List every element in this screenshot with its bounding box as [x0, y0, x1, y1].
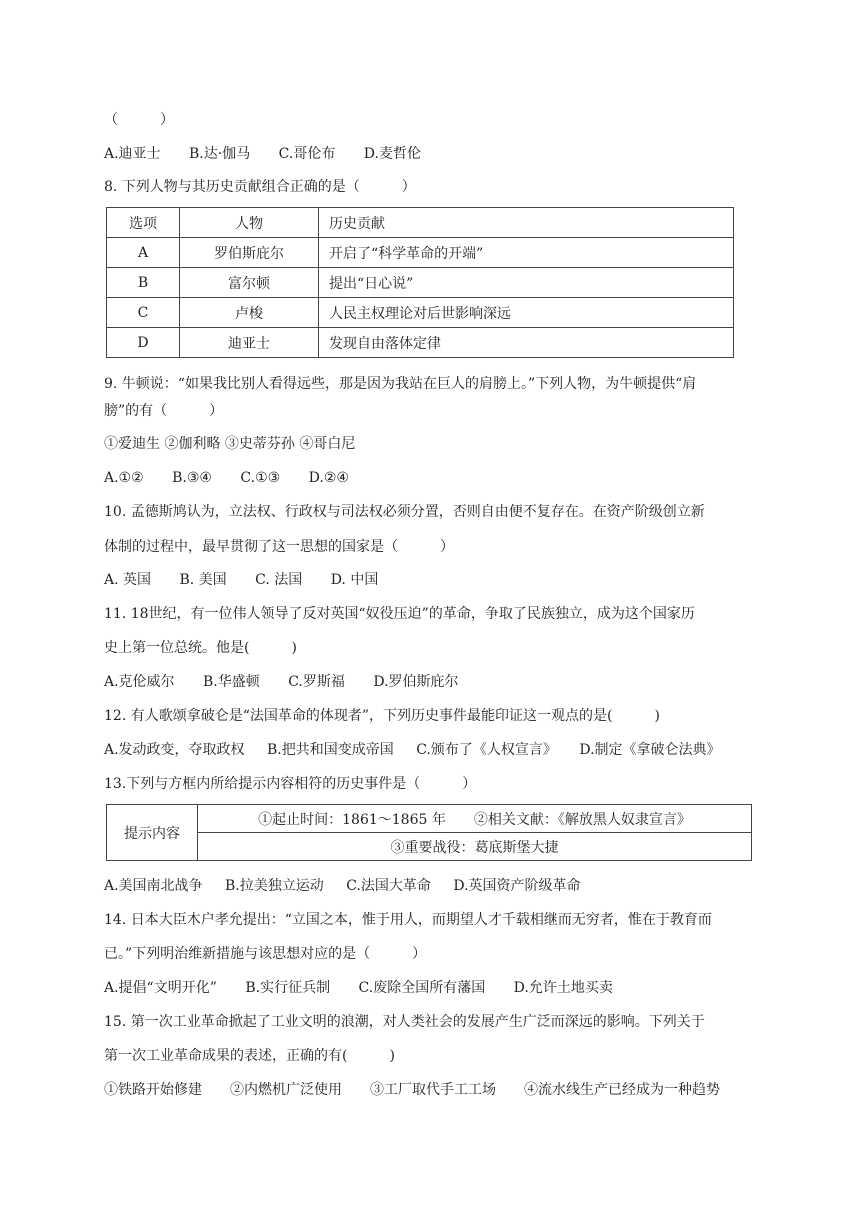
q13-options	[104, 876, 581, 896]
option-d: D.麦哲伦	[363, 146, 421, 162]
q14-options	[104, 978, 637, 998]
q8-stem: 8. 下列人物与其历史贡献组合正确的是（ ）	[104, 179, 416, 195]
option-d: D.允许土地买卖	[513, 980, 613, 996]
option-c: C.哥伦布	[278, 146, 336, 162]
q9-stem-line2: 膀”的有（ ）	[104, 403, 224, 419]
option-d: D.英国资产阶级革命	[453, 878, 581, 894]
hint-row	[107, 833, 752, 861]
option-b: B.拉美独立运动	[225, 878, 324, 894]
table-row	[107, 268, 734, 298]
option-a: A. 英国	[104, 572, 152, 588]
table-cell: B	[107, 268, 180, 298]
q13-stem: 13.下列与方框内所给提示内容相符的历史事件是（ ）	[104, 776, 477, 792]
option-c: C.罗斯福	[288, 674, 345, 690]
q12-options	[104, 740, 721, 760]
q14-stem-line1: 14. 日本大臣木户孝允提出：“立国之本，惟于用人，而期望人才千载相继而无穷者，惟在于教育而	[104, 912, 712, 928]
option-c: C.颁布了《人权宣言》	[416, 742, 557, 758]
q15-items: ①铁路开始修建 ②内燃机广泛使用 ③工厂取代手工工场 ④流水线生产已经成为一种趋势	[104, 1082, 720, 1098]
q11-stem-line1: 11. 18世纪，有一位伟人领导了反对英国“奴役压迫”的革命，争取了民族独立，成为这个国家历	[104, 606, 695, 622]
option-b: B.把共和国变成帝国	[267, 742, 394, 758]
table-cell: 提出“日心说”	[319, 268, 734, 298]
table-cell: 罗伯斯庇尔	[180, 238, 319, 268]
hint-row	[107, 805, 752, 833]
q10-stem-line2: 体制的过程中，最早贯彻了这一思想的国家是（ ）	[104, 539, 454, 555]
table-row	[107, 328, 734, 358]
q10-stem-line1: 10. 孟德斯鸠认为，立法权、行政权与司法权必须分置，否则自由便不复存在。在资产阶级创立新	[104, 504, 705, 520]
option-c: C.法国大革命	[346, 878, 431, 894]
hint-header: 提示内容	[107, 805, 198, 861]
option-b: B. 美国	[179, 572, 227, 588]
option-b: B.华盛顿	[203, 674, 260, 690]
table-header-row	[107, 208, 734, 238]
option-d: D.制定《拿破仑法典》	[579, 742, 721, 758]
option-b: B.③④	[172, 470, 212, 486]
option-c: C. 法国	[255, 572, 303, 588]
option-a: A.克伦威尔	[104, 674, 175, 690]
table-cell: 发现自由落体定律	[319, 328, 734, 358]
table-header: 选项	[107, 208, 180, 238]
table-cell: 富尔顿	[180, 268, 319, 298]
table-header: 历史贡献	[319, 208, 734, 238]
table-cell: D	[107, 328, 180, 358]
table-cell: 迪亚士	[180, 328, 319, 358]
q11-stem-line2: 史上第一位总统。他是( )	[104, 640, 297, 656]
q13-hint-box	[106, 804, 752, 861]
option-c: C.①③	[240, 470, 281, 486]
option-a: A.迪亚士	[104, 146, 161, 162]
table-cell: C	[107, 298, 180, 328]
q7-stem-continuation: （ ）	[104, 112, 174, 128]
option-b: B.实行征兵制	[245, 980, 331, 996]
q9-items: ①爱迪生 ②伽利略 ③史蒂芬孙 ④哥白尼	[104, 436, 356, 452]
table-row	[107, 238, 734, 268]
q15-stem-line2: 第一次工业革命成果的表述，正确的有( )	[104, 1048, 395, 1064]
q14-stem-line2: 已。”下列明治维新措施与该思想对应的是（ ）	[104, 946, 427, 962]
option-d: D.罗伯斯庇尔	[373, 674, 459, 690]
q9-stem-line1: 9. 牛顿说：“如果我比别人看得远些，那是因为我站在巨人的肩膀上。”下列人物，为牛顿提供“肩	[104, 376, 697, 392]
q12-stem: 12. 有人歌颂拿破仑是“法国革命的体现者”，下列历史事件最能印证这一观点的是( )	[104, 708, 660, 724]
table-row	[107, 298, 734, 328]
hint-row-1: ①起止时间：1861～1865 年 ②相关文献：《解放黑人奴隶宣言》	[198, 805, 752, 833]
table-header: 人物	[180, 208, 319, 238]
option-d: D.②④	[308, 470, 349, 486]
q9-options	[104, 468, 373, 488]
table-cell: A	[107, 238, 180, 268]
option-c: C.废除全国所有藩国	[358, 980, 486, 996]
table-cell: 人民主权理论对后世影响深远	[319, 298, 734, 328]
q15-stem-line1: 15. 第一次工业革命掀起了工业文明的浪潮，对人类社会的发展产生广泛而深远的影响。下列关于	[104, 1014, 705, 1030]
table-cell: 卢梭	[180, 298, 319, 328]
option-a: A.提倡“文明开化”	[104, 980, 217, 996]
option-a: A.①②	[104, 470, 144, 486]
q11-options	[104, 672, 483, 692]
q10-options	[104, 570, 402, 590]
q7-options	[104, 144, 445, 164]
option-b: B.达·伽马	[189, 146, 251, 162]
q8-table	[106, 207, 734, 358]
option-d: D. 中国	[330, 572, 379, 588]
table-cell: 开启了“科学革命的开端”	[319, 238, 734, 268]
hint-row-2: ③重要战役：葛底斯堡大捷	[198, 833, 752, 861]
option-a: A.美国南北战争	[104, 878, 203, 894]
option-a: A.发动政变，夺取政权	[104, 742, 245, 758]
